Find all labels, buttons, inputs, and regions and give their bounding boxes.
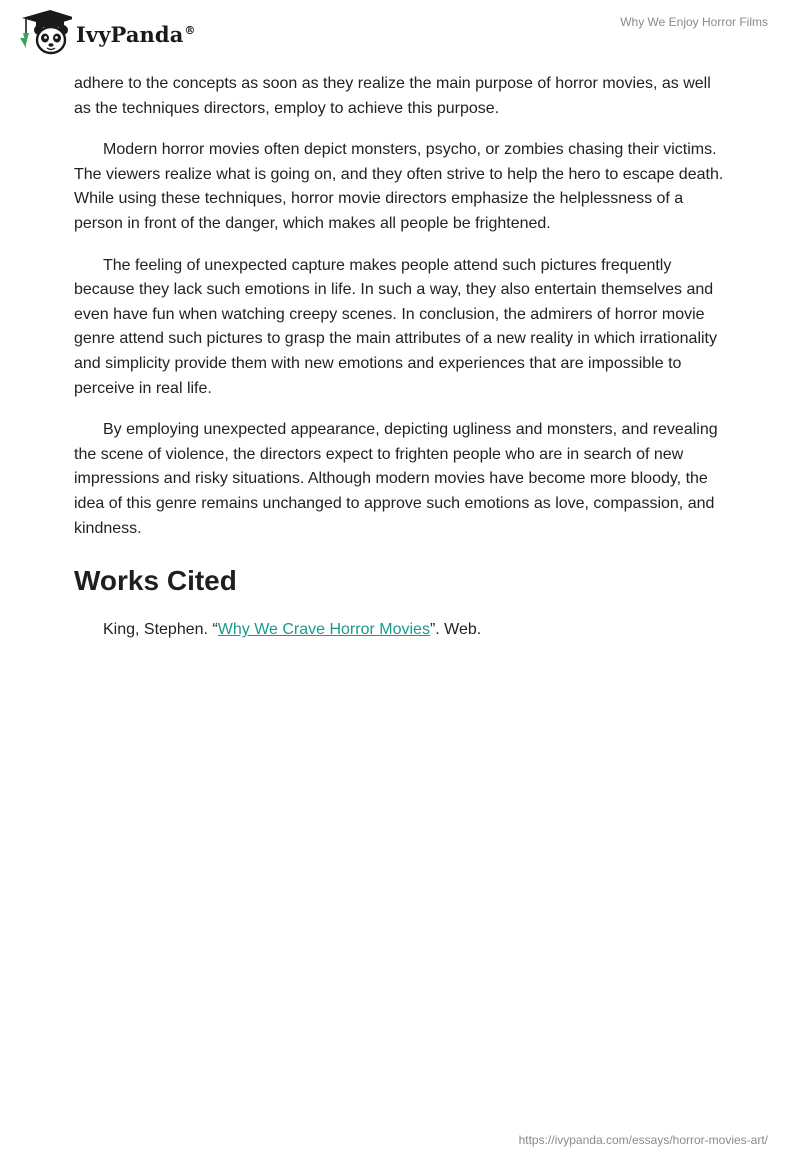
works-cited-heading: Works Cited: [74, 565, 237, 597]
citation-prefix: King, Stephen. “: [103, 621, 218, 639]
ivypanda-logo[interactable]: [14, 8, 196, 56]
logo-wordmark: IvyPanda®: [76, 21, 196, 47]
citation-suffix: ”. Web.: [429, 621, 482, 639]
panda-graduate-icon: [14, 8, 72, 56]
paragraph: The feeling of unexpected capture makes people attend such pictures frequently because they lack such emotions in life. In such a way, they also entertain themselves and even have fun when watching creepy scenes. In conclusion, the admirers of horror movie genre attend such pictures to grasp the main attributes of a new reality in which irrationality and simplicity provide them with new emotions and experiences that are impossible to perceive in real life.: [74, 256, 717, 397]
paragraph-continuation: adhere to the concepts as soon as they realize the main purpose of horror movies, as well as the techniques directors, employ to achieve this purpose.: [74, 75, 711, 117]
citation-entry: [74, 618, 724, 643]
running-title: Why We Enjoy Horror Films: [620, 15, 768, 29]
paragraph: Modern horror movies often depict monsters, psycho, or zombies chasing their victims. The viewers realize what is going on, and they often strive to help the hero to escape death. While using these techniques, horror movie directors emphasize the helplessness of a person in front of the danger, which makes all people be frightened.: [74, 141, 724, 232]
citation-link[interactable]: Why We Crave Horror Movies: [217, 621, 430, 639]
page-header: [0, 0, 800, 62]
footer-url[interactable]: https://ivypanda.com/essays/horror-movies-art/: [518, 1133, 768, 1147]
essay-body: [74, 72, 724, 660]
paragraph: By employing unexpected appearance, depicting ugliness and monsters, and revealing the scene of violence, the directors expect to frighten people who are in search of new impressions and risky situations. Although modern movies have become more bloody, the idea of this genre remains unchanged to approve such emotions as love, compassion, and kindness.: [74, 421, 718, 537]
